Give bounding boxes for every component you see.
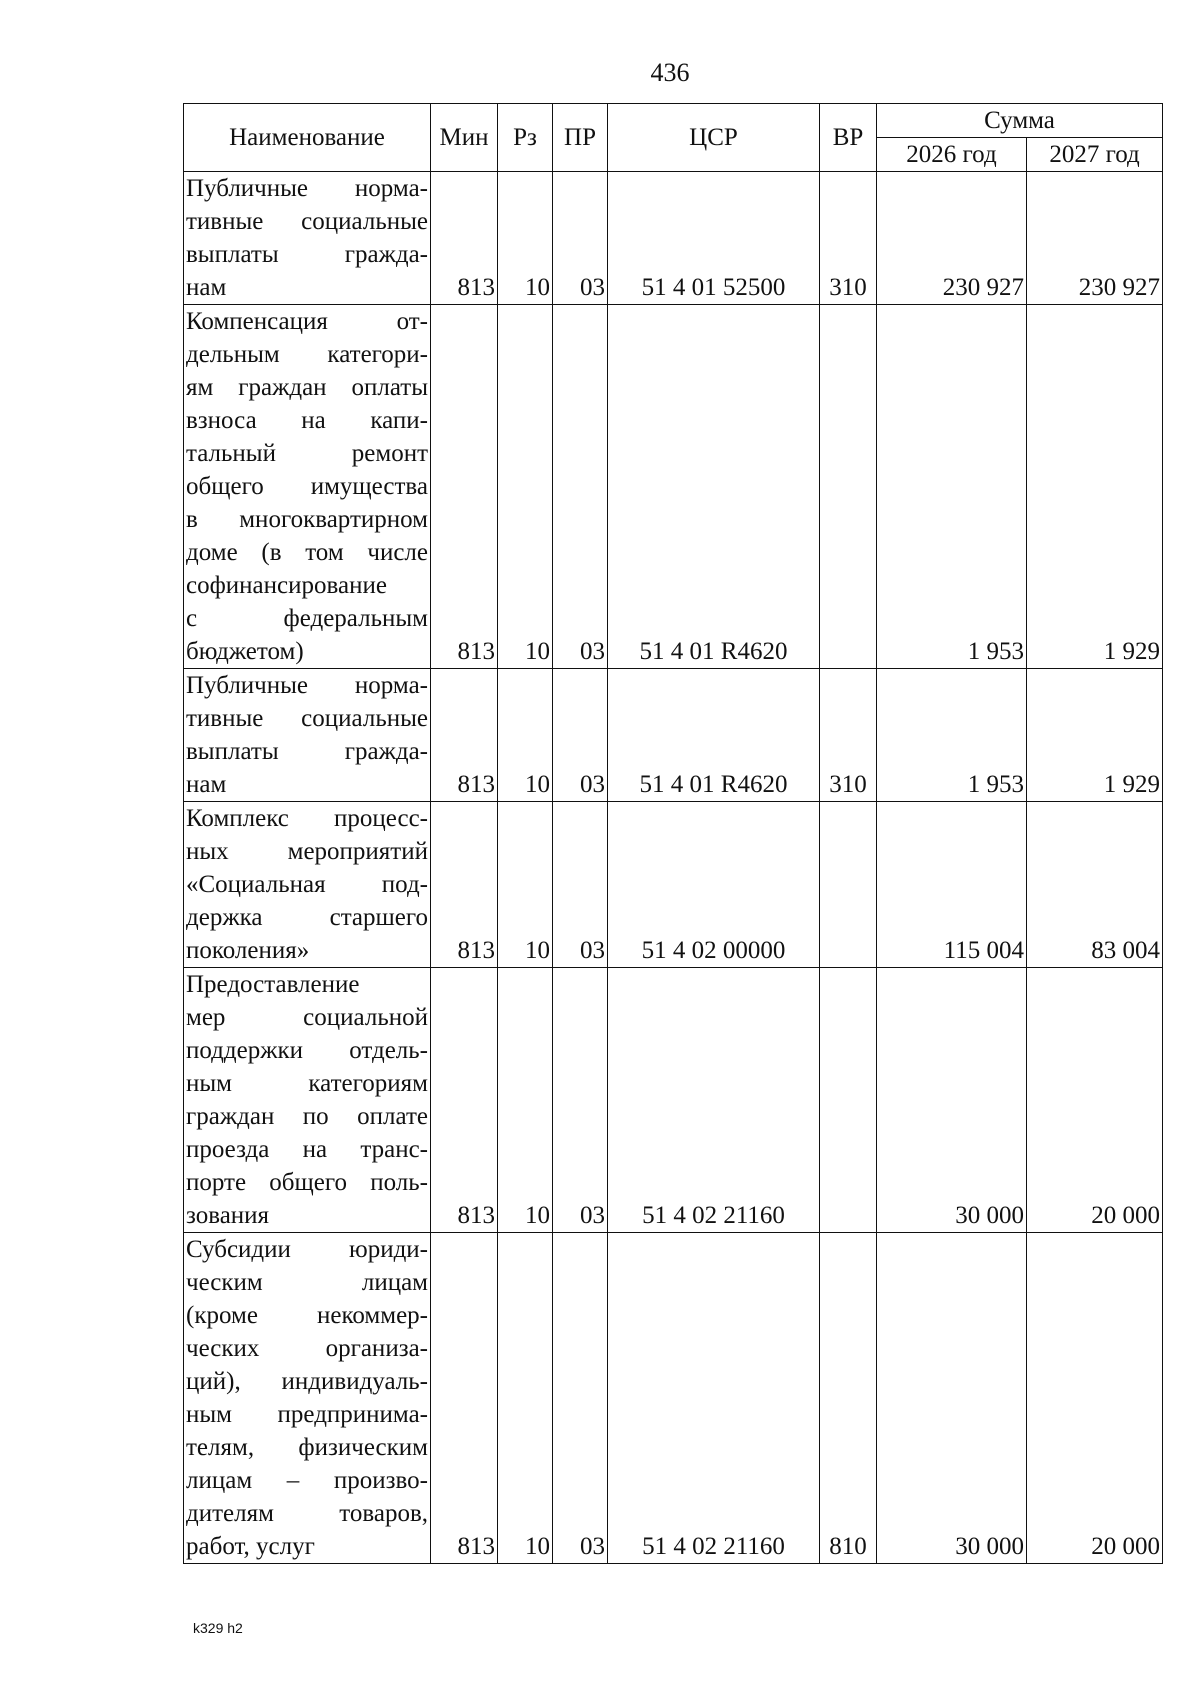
row-name-line: проезда на транс- xyxy=(186,1136,428,1163)
row-rz: 10 xyxy=(498,172,553,305)
row-name-line: с федеральным xyxy=(186,605,428,632)
row-sum-2026: 115 004 xyxy=(877,802,1027,968)
row-pr: 03 xyxy=(553,172,608,305)
row-name xyxy=(184,172,431,305)
header-name: Наименование xyxy=(184,104,431,172)
row-name-line: телям, физическим xyxy=(186,1434,428,1461)
table-header xyxy=(184,104,1163,172)
row-name-line: ческим лицам xyxy=(186,1269,428,1296)
row-rz: 10 xyxy=(498,1233,553,1564)
header-year-2027: 2027 год xyxy=(1027,138,1163,172)
row-vr xyxy=(820,968,877,1233)
row-name-line: бюджетом) xyxy=(186,638,304,665)
table-row xyxy=(184,305,1163,669)
row-name-line: софинансирование xyxy=(186,572,387,599)
row-csr: 51 4 02 21160 xyxy=(608,968,820,1233)
row-name-line: тивные социальные xyxy=(186,208,428,235)
row-name-line: (кроме некоммер- xyxy=(186,1302,428,1329)
header-year-2026: 2026 год xyxy=(877,138,1027,172)
row-pr: 03 xyxy=(553,1233,608,1564)
row-vr xyxy=(820,802,877,968)
row-pr: 03 xyxy=(553,305,608,669)
row-vr: 810 xyxy=(820,1233,877,1564)
header-rz: Рз xyxy=(498,104,553,172)
row-name-line: ческих организа- xyxy=(186,1335,428,1362)
row-min: 813 xyxy=(431,1233,498,1564)
row-name-line: Публичные норма- xyxy=(186,175,428,202)
row-rz: 10 xyxy=(498,802,553,968)
header-vr: ВР xyxy=(820,104,877,172)
row-name-line: доме (в том числе xyxy=(186,539,428,566)
row-name-line: работ, услуг xyxy=(186,1533,315,1560)
row-name xyxy=(184,968,431,1233)
header-min: Мин xyxy=(431,104,498,172)
row-min: 813 xyxy=(431,172,498,305)
row-name-line: дельным категори- xyxy=(186,341,428,368)
row-name-line: тивные социальные xyxy=(186,705,428,732)
table-row xyxy=(184,802,1163,968)
row-csr: 51 4 01 52500 xyxy=(608,172,820,305)
row-name-line: взноса на капи- xyxy=(186,407,428,434)
table-body xyxy=(184,172,1163,1564)
row-pr: 03 xyxy=(553,968,608,1233)
row-name-line: ям граждан оплаты xyxy=(186,374,428,401)
row-name-line: поколения» xyxy=(186,937,310,964)
row-name-line: порте общего поль- xyxy=(186,1169,428,1196)
row-pr: 03 xyxy=(553,669,608,802)
row-name-line: поддержки отдель- xyxy=(186,1037,428,1064)
row-name-line: Комплекс процесс- xyxy=(186,805,428,832)
row-name-line: в многоквартирном xyxy=(186,506,428,533)
row-csr: 51 4 01 R4620 xyxy=(608,305,820,669)
table-row xyxy=(184,669,1163,802)
row-sum-2026: 1 953 xyxy=(877,305,1027,669)
row-vr: 310 xyxy=(820,669,877,802)
row-sum-2026: 30 000 xyxy=(877,968,1027,1233)
row-vr xyxy=(820,305,877,669)
table-row xyxy=(184,1233,1163,1564)
row-name xyxy=(184,669,431,802)
table-row xyxy=(184,968,1163,1233)
row-min: 813 xyxy=(431,968,498,1233)
row-name-line: ных мероприятий xyxy=(186,838,428,865)
budget-table xyxy=(183,103,1163,1564)
row-name-line: лицам – произво- xyxy=(186,1467,428,1494)
row-rz: 10 xyxy=(498,968,553,1233)
row-name-line: Субсидии юриди- xyxy=(186,1236,428,1263)
row-name-line: держка старшего xyxy=(186,904,428,931)
row-csr: 51 4 02 21160 xyxy=(608,1233,820,1564)
row-min: 813 xyxy=(431,669,498,802)
row-rz: 10 xyxy=(498,669,553,802)
row-name-line: выплаты гражда- xyxy=(186,738,428,765)
row-name-line: Публичные норма- xyxy=(186,672,428,699)
row-name-line: выплаты гражда- xyxy=(186,241,428,268)
row-name-line: зования xyxy=(186,1202,270,1229)
table-row xyxy=(184,172,1163,305)
row-min: 813 xyxy=(431,802,498,968)
row-name-line: Предоставление xyxy=(186,971,360,998)
row-name-line: мер социальной xyxy=(186,1004,428,1031)
row-name-line: ным категориям xyxy=(186,1070,428,1097)
row-name-line: ным предпринима- xyxy=(186,1401,428,1428)
page-number: 436 xyxy=(650,58,690,87)
row-name-line: дителям товаров, xyxy=(186,1500,428,1527)
row-name-line: тальный ремонт xyxy=(186,440,428,467)
row-csr: 51 4 02 00000 xyxy=(608,802,820,968)
row-name-line: Компенсация от- xyxy=(186,308,428,335)
row-name-line: общего имущества xyxy=(186,473,428,500)
row-sum-2027: 1 929 xyxy=(1027,305,1163,669)
row-name xyxy=(184,305,431,669)
header-csr: ЦСР xyxy=(608,104,820,172)
row-vr: 310 xyxy=(820,172,877,305)
row-pr: 03 xyxy=(553,802,608,968)
row-name-line: нам xyxy=(186,274,227,301)
row-min: 813 xyxy=(431,305,498,669)
footer-code: k329 h2 xyxy=(193,1620,243,1636)
row-rz: 10 xyxy=(498,305,553,669)
row-name-line: «Социальная под- xyxy=(186,871,428,898)
row-sum-2027: 230 927 xyxy=(1027,172,1163,305)
row-name xyxy=(184,1233,431,1564)
row-sum-2027: 1 929 xyxy=(1027,669,1163,802)
row-name-line: нам xyxy=(186,771,227,798)
row-sum-2026: 30 000 xyxy=(877,1233,1027,1564)
row-sum-2027: 20 000 xyxy=(1027,1233,1163,1564)
header-pr: ПР xyxy=(553,104,608,172)
row-sum-2026: 1 953 xyxy=(877,669,1027,802)
row-name xyxy=(184,802,431,968)
row-sum-2027: 20 000 xyxy=(1027,968,1163,1233)
header-sum: Сумма xyxy=(877,104,1163,138)
row-name-line: граждан по оплате xyxy=(186,1103,428,1130)
row-sum-2026: 230 927 xyxy=(877,172,1027,305)
row-sum-2027: 83 004 xyxy=(1027,802,1163,968)
row-csr: 51 4 01 R4620 xyxy=(608,669,820,802)
row-name-line: ций), индивидуаль- xyxy=(186,1368,428,1395)
